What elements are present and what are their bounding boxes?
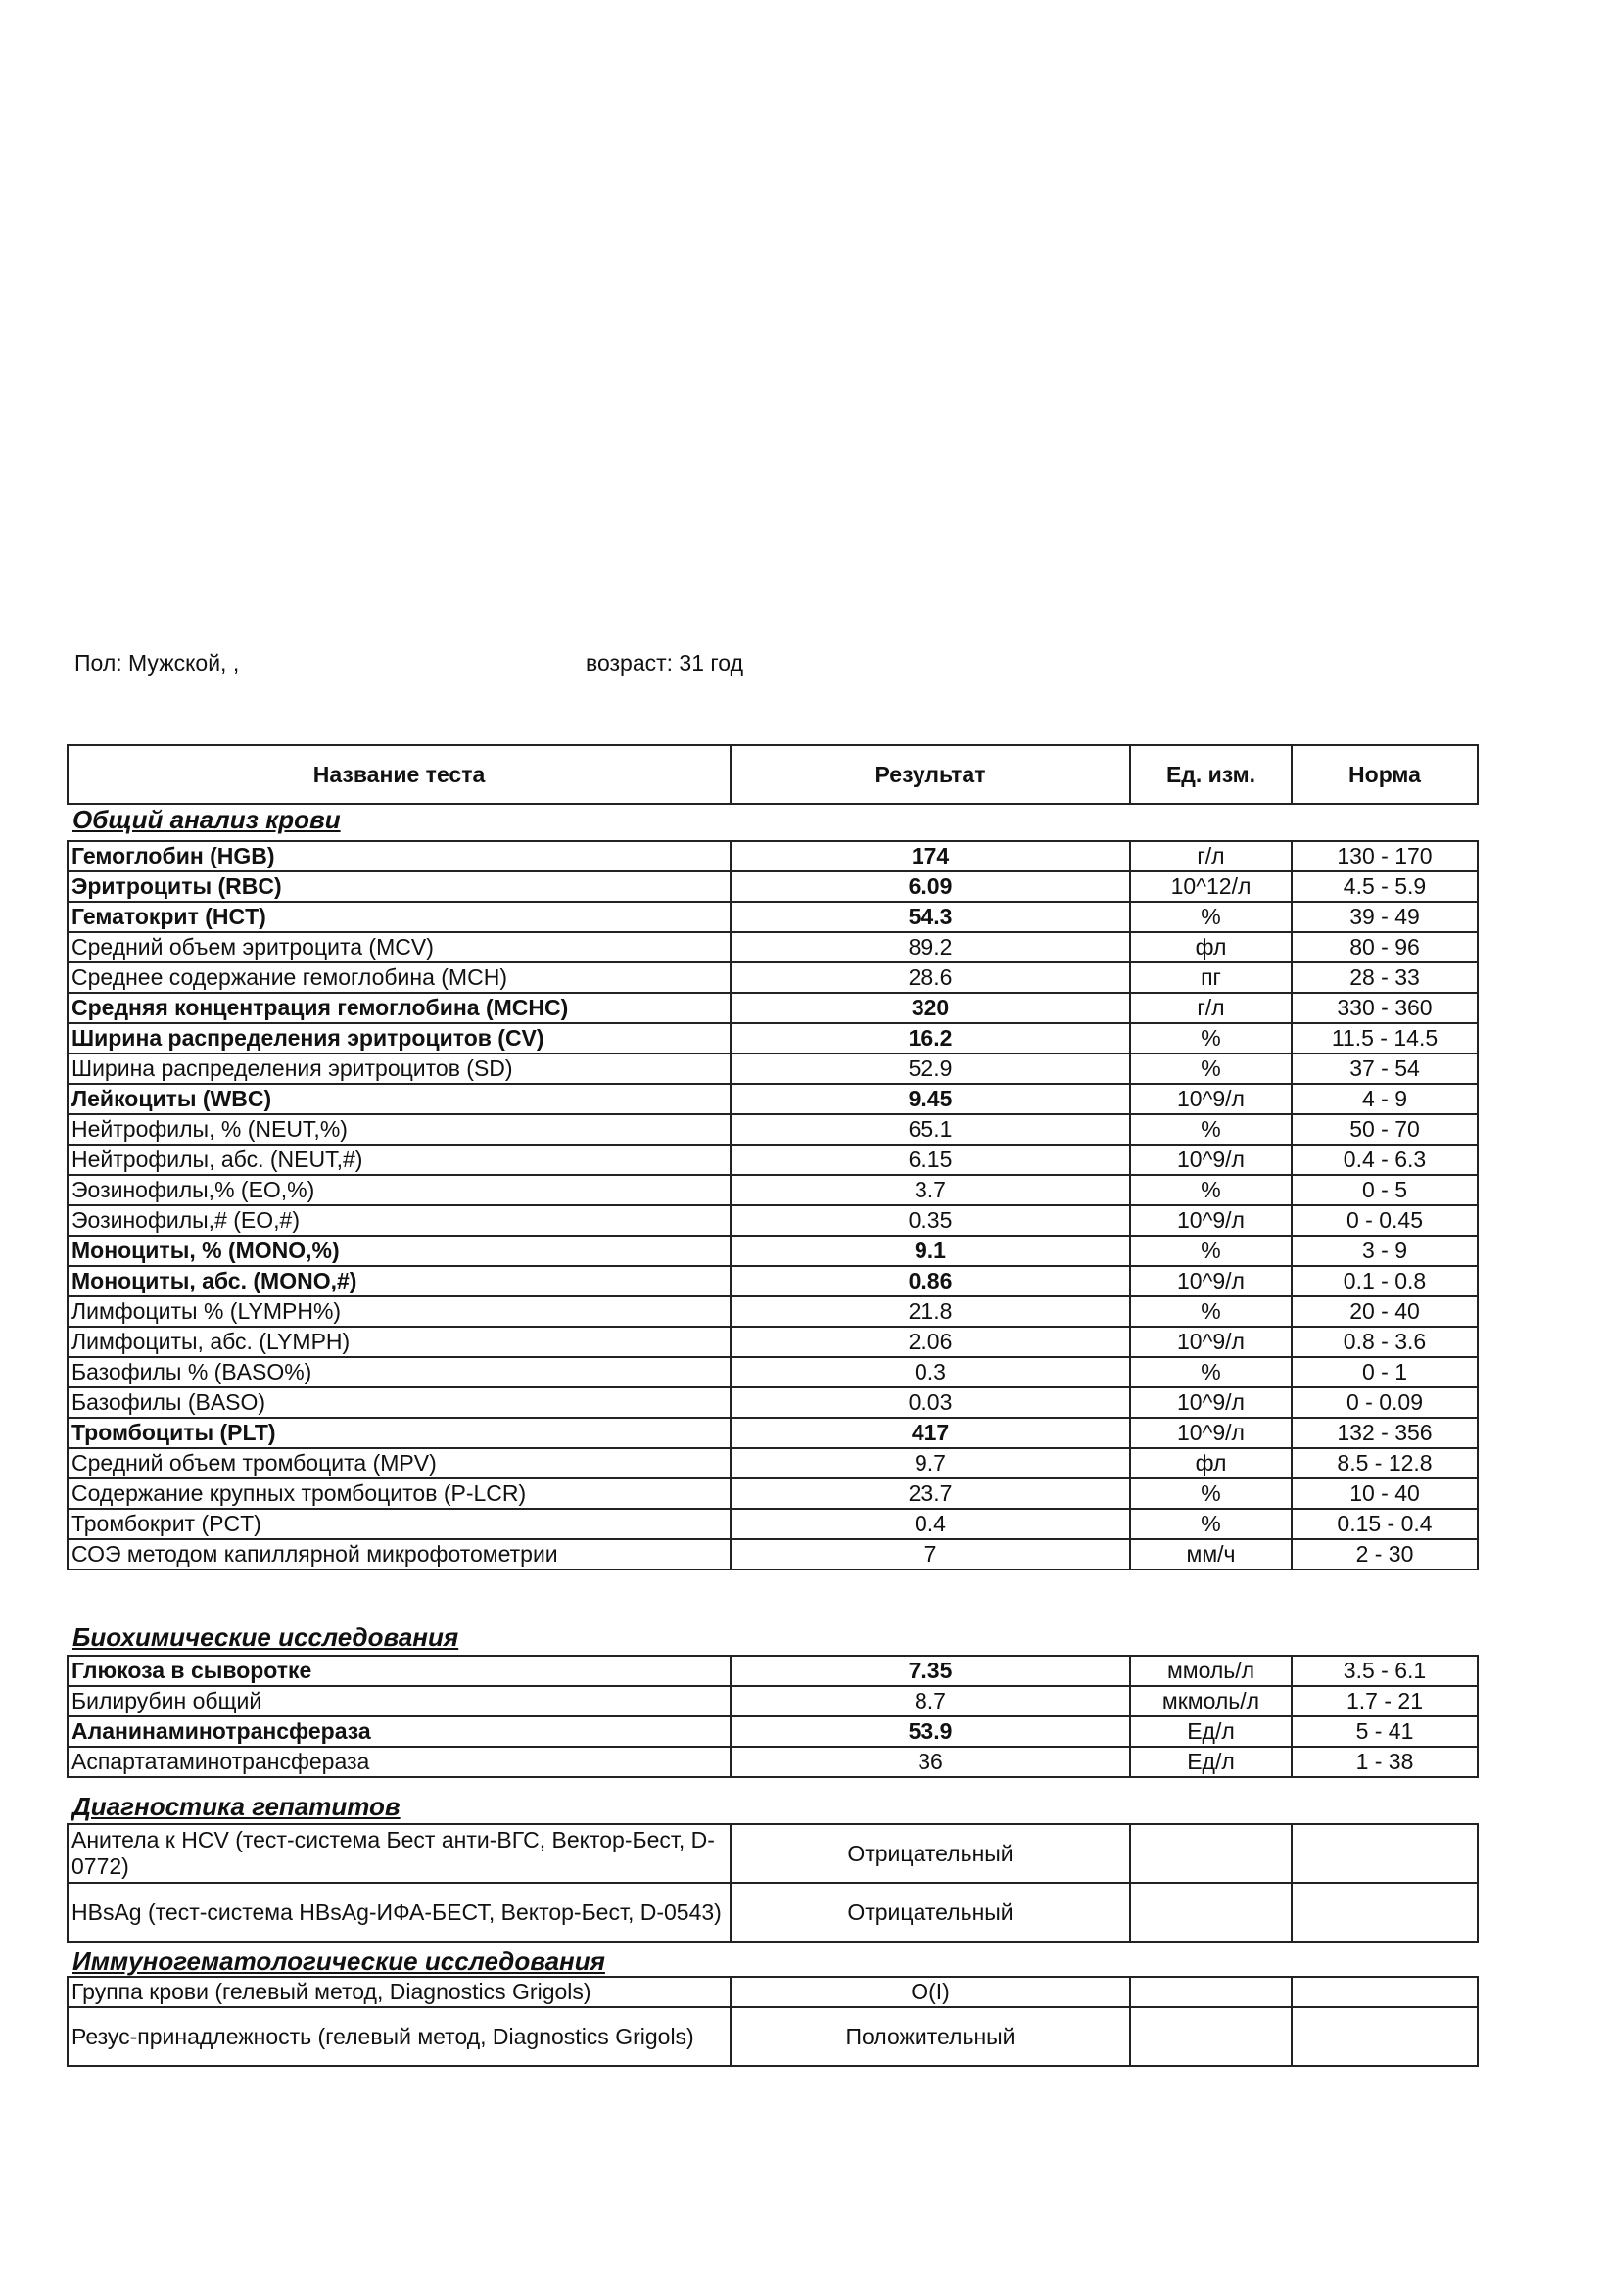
unit-cell: % xyxy=(1130,1478,1292,1509)
unit-cell: ммоль/л xyxy=(1130,1656,1292,1686)
unit-cell: пг xyxy=(1130,962,1292,993)
unit-cell: Ед/л xyxy=(1130,1716,1292,1747)
norm-cell: 50 - 70 xyxy=(1292,1114,1478,1145)
unit-cell: % xyxy=(1130,1357,1292,1387)
table-row xyxy=(68,962,1478,993)
unit-cell: Ед/л xyxy=(1130,1747,1292,1777)
result-cell: 54.3 xyxy=(731,902,1130,932)
unit-cell: 10^9/л xyxy=(1130,1387,1292,1418)
unit-cell: г/л xyxy=(1130,841,1292,871)
header-result: Результат xyxy=(731,745,1130,804)
test-name-cell: Резус-принадлежность (гелевый метод, Diagnostics Grigols) xyxy=(68,2007,731,2066)
unit-cell: % xyxy=(1130,1296,1292,1327)
test-name-cell: Базофилы % (BASO%) xyxy=(68,1357,731,1387)
norm-cell: 0.1 - 0.8 xyxy=(1292,1266,1478,1296)
result-cell: 9.1 xyxy=(731,1236,1130,1266)
test-name-cell: Билирубин общий xyxy=(68,1686,731,1716)
test-name-cell: СОЭ методом капиллярной микрофотометрии xyxy=(68,1539,731,1570)
result-cell: 2.06 xyxy=(731,1327,1130,1357)
table-row xyxy=(68,1824,1478,1883)
unit-cell: 10^9/л xyxy=(1130,1145,1292,1175)
unit-cell xyxy=(1130,1824,1292,1883)
unit-cell: фл xyxy=(1130,932,1292,962)
norm-cell: 28 - 33 xyxy=(1292,962,1478,993)
result-cell: 7.35 xyxy=(731,1656,1130,1686)
section-table-hepatitis xyxy=(67,1823,1479,1943)
norm-cell: 0 - 5 xyxy=(1292,1175,1478,1205)
table-row xyxy=(68,1175,1478,1205)
section-table-immunohematology xyxy=(67,1976,1479,2067)
test-name-cell: Лимфоциты, абс. (LYMPH) xyxy=(68,1327,731,1357)
unit-cell: % xyxy=(1130,1054,1292,1084)
table-row xyxy=(68,1054,1478,1084)
result-cell: 0.3 xyxy=(731,1357,1130,1387)
table-row xyxy=(68,1747,1478,1777)
table-row xyxy=(68,993,1478,1023)
section-title-hepatitis: Диагностика гепатитов xyxy=(72,1792,401,1821)
unit-cell: % xyxy=(1130,1023,1292,1054)
unit-cell: мкмоль/л xyxy=(1130,1686,1292,1716)
result-cell: 9.45 xyxy=(731,1084,1130,1114)
header-test-name: Название теста xyxy=(68,745,731,804)
table-row xyxy=(68,1023,1478,1054)
table-row xyxy=(68,1883,1478,1942)
norm-cell: 5 - 41 xyxy=(1292,1716,1478,1747)
test-name-cell: Эозинофилы,# (EO,#) xyxy=(68,1205,731,1236)
result-cell: 89.2 xyxy=(731,932,1130,962)
result-cell: 9.7 xyxy=(731,1448,1130,1478)
test-name-cell: Гемоглобин (HGB) xyxy=(68,841,731,871)
unit-cell: мм/ч xyxy=(1130,1539,1292,1570)
test-name-cell: Содержание крупных тромбоцитов (P-LCR) xyxy=(68,1478,731,1509)
norm-cell: 0 - 0.09 xyxy=(1292,1387,1478,1418)
test-name-cell: Нейтрофилы, абс. (NEUT,#) xyxy=(68,1145,731,1175)
table-row xyxy=(68,2007,1478,2066)
table-row xyxy=(68,902,1478,932)
unit-cell xyxy=(1130,1977,1292,2007)
result-cell: 0.86 xyxy=(731,1266,1130,1296)
table-row xyxy=(68,1145,1478,1175)
patient-age: возраст: 31 год xyxy=(586,650,743,676)
norm-cell: 3.5 - 6.1 xyxy=(1292,1656,1478,1686)
table-row xyxy=(68,1539,1478,1570)
table-row xyxy=(68,871,1478,902)
result-cell: Отрицательный xyxy=(731,1883,1130,1942)
section-table-biochemistry xyxy=(67,1655,1479,1778)
unit-cell: % xyxy=(1130,1175,1292,1205)
table-row xyxy=(68,1387,1478,1418)
test-name-cell: Тромбоциты (PLT) xyxy=(68,1418,731,1448)
test-name-cell: Эозинофилы,% (EO,%) xyxy=(68,1175,731,1205)
result-cell: Положительный xyxy=(731,2007,1130,2066)
norm-cell: 0.8 - 3.6 xyxy=(1292,1327,1478,1357)
norm-cell: 11.5 - 14.5 xyxy=(1292,1023,1478,1054)
table-row xyxy=(68,1448,1478,1478)
norm-cell: 39 - 49 xyxy=(1292,902,1478,932)
result-cell: Отрицательный xyxy=(731,1824,1130,1883)
result-cell: 6.09 xyxy=(731,871,1130,902)
table-row xyxy=(68,932,1478,962)
norm-cell: 0 - 1 xyxy=(1292,1357,1478,1387)
test-name-cell: Глюкоза в сыворотке xyxy=(68,1656,731,1686)
table-row xyxy=(68,1656,1478,1686)
test-name-cell: Аспартатаминотрансфераза xyxy=(68,1747,731,1777)
table-row xyxy=(68,1084,1478,1114)
norm-cell: 1 - 38 xyxy=(1292,1747,1478,1777)
result-cell: 7 xyxy=(731,1539,1130,1570)
result-cell: 52.9 xyxy=(731,1054,1130,1084)
test-name-cell: Анитела к HCV (тест-система Бест анти-ВГС, Вектор-Бест, D-0772) xyxy=(68,1824,731,1883)
result-cell: 53.9 xyxy=(731,1716,1130,1747)
unit-cell: 10^9/л xyxy=(1130,1327,1292,1357)
result-cell: 417 xyxy=(731,1418,1130,1448)
result-cell: 6.15 xyxy=(731,1145,1130,1175)
table-row xyxy=(68,1977,1478,2007)
test-name-cell: Средний объем эритроцита (MCV) xyxy=(68,932,731,962)
norm-cell xyxy=(1292,1977,1478,2007)
unit-cell: г/л xyxy=(1130,993,1292,1023)
result-cell: 23.7 xyxy=(731,1478,1130,1509)
result-cell: 3.7 xyxy=(731,1175,1130,1205)
result-cell: 16.2 xyxy=(731,1023,1130,1054)
result-cell: 65.1 xyxy=(731,1114,1130,1145)
norm-cell: 80 - 96 xyxy=(1292,932,1478,962)
result-cell: 320 xyxy=(731,993,1130,1023)
norm-cell: 0 - 0.45 xyxy=(1292,1205,1478,1236)
table-row xyxy=(68,1236,1478,1266)
result-cell: 174 xyxy=(731,841,1130,871)
norm-cell: 4.5 - 5.9 xyxy=(1292,871,1478,902)
result-cell: 0.35 xyxy=(731,1205,1130,1236)
unit-cell: 10^9/л xyxy=(1130,1266,1292,1296)
result-cell: 21.8 xyxy=(731,1296,1130,1327)
test-name-cell: HBsAg (тест-система HBsAg-ИФА-БЕСТ, Вектор-Бест, D-0543) xyxy=(68,1883,731,1942)
norm-cell: 0.4 - 6.3 xyxy=(1292,1145,1478,1175)
test-name-cell: Аланинаминотрансфераза xyxy=(68,1716,731,1747)
test-name-cell: Ширина распределения эритроцитов (CV) xyxy=(68,1023,731,1054)
norm-cell: 4 - 9 xyxy=(1292,1084,1478,1114)
test-name-cell: Моноциты, % (MONO,%) xyxy=(68,1236,731,1266)
norm-cell: 2 - 30 xyxy=(1292,1539,1478,1570)
norm-cell xyxy=(1292,1824,1478,1883)
table-row xyxy=(68,1357,1478,1387)
test-name-cell: Средняя концентрация гемоглобина (MCHC) xyxy=(68,993,731,1023)
test-name-cell: Эритроциты (RBC) xyxy=(68,871,731,902)
table-row xyxy=(68,1478,1478,1509)
norm-cell: 3 - 9 xyxy=(1292,1236,1478,1266)
test-name-cell: Группа крови (гелевый метод, Diagnostics Grigols) xyxy=(68,1977,731,2007)
table-row xyxy=(68,841,1478,871)
section-title-immunohematology: Иммуногематологические исследования xyxy=(72,1946,605,1976)
result-cell: 8.7 xyxy=(731,1686,1130,1716)
result-cell: 0.03 xyxy=(731,1387,1130,1418)
unit-cell: 10^12/л xyxy=(1130,871,1292,902)
result-cell: 0.4 xyxy=(731,1509,1130,1539)
test-name-cell: Лейкоциты (WBC) xyxy=(68,1084,731,1114)
result-cell: 36 xyxy=(731,1747,1130,1777)
table-row xyxy=(68,1509,1478,1539)
test-name-cell: Нейтрофилы, % (NEUT,%) xyxy=(68,1114,731,1145)
norm-cell: 330 - 360 xyxy=(1292,993,1478,1023)
results-table-header xyxy=(67,744,1479,805)
test-name-cell: Гематокрит (HCT) xyxy=(68,902,731,932)
result-cell: O(I) xyxy=(731,1977,1130,2007)
norm-cell: 132 - 356 xyxy=(1292,1418,1478,1448)
unit-cell: % xyxy=(1130,1236,1292,1266)
norm-cell xyxy=(1292,1883,1478,1942)
norm-cell: 10 - 40 xyxy=(1292,1478,1478,1509)
table-row xyxy=(68,1205,1478,1236)
header-norm: Норма xyxy=(1292,745,1478,804)
test-name-cell: Лимфоциты % (LYMPH%) xyxy=(68,1296,731,1327)
patient-sex: Пол: Мужской, , xyxy=(74,650,240,676)
section-table-cbc xyxy=(67,840,1479,1570)
unit-cell: фл xyxy=(1130,1448,1292,1478)
section-title-biochemistry: Биохимические исследования xyxy=(72,1622,459,1652)
unit-cell: % xyxy=(1130,1509,1292,1539)
unit-cell: 10^9/л xyxy=(1130,1205,1292,1236)
unit-cell: 10^9/л xyxy=(1130,1418,1292,1448)
norm-cell: 20 - 40 xyxy=(1292,1296,1478,1327)
table-row xyxy=(68,1266,1478,1296)
result-cell: 28.6 xyxy=(731,962,1130,993)
test-name-cell: Ширина распределения эритроцитов (SD) xyxy=(68,1054,731,1084)
test-name-cell: Тромбокрит (PCT) xyxy=(68,1509,731,1539)
table-row xyxy=(68,1418,1478,1448)
unit-cell xyxy=(1130,1883,1292,1942)
test-name-cell: Моноциты, абс. (MONO,#) xyxy=(68,1266,731,1296)
norm-cell: 130 - 170 xyxy=(1292,841,1478,871)
unit-cell: % xyxy=(1130,1114,1292,1145)
section-title-cbc: Общий анализ крови xyxy=(72,805,341,834)
table-row xyxy=(68,1296,1478,1327)
unit-cell xyxy=(1130,2007,1292,2066)
table-row xyxy=(68,1686,1478,1716)
norm-cell: 8.5 - 12.8 xyxy=(1292,1448,1478,1478)
norm-cell xyxy=(1292,2007,1478,2066)
table-row xyxy=(68,1114,1478,1145)
test-name-cell: Среднее содержание гемоглобина (MCH) xyxy=(68,962,731,993)
norm-cell: 1.7 - 21 xyxy=(1292,1686,1478,1716)
test-name-cell: Средний объем тромбоцита (MPV) xyxy=(68,1448,731,1478)
unit-cell: % xyxy=(1130,902,1292,932)
unit-cell: 10^9/л xyxy=(1130,1084,1292,1114)
table-row xyxy=(68,1716,1478,1747)
norm-cell: 37 - 54 xyxy=(1292,1054,1478,1084)
test-name-cell: Базофилы (BASO) xyxy=(68,1387,731,1418)
norm-cell: 0.15 - 0.4 xyxy=(1292,1509,1478,1539)
table-row xyxy=(68,1327,1478,1357)
header-unit: Ед. изм. xyxy=(1130,745,1292,804)
